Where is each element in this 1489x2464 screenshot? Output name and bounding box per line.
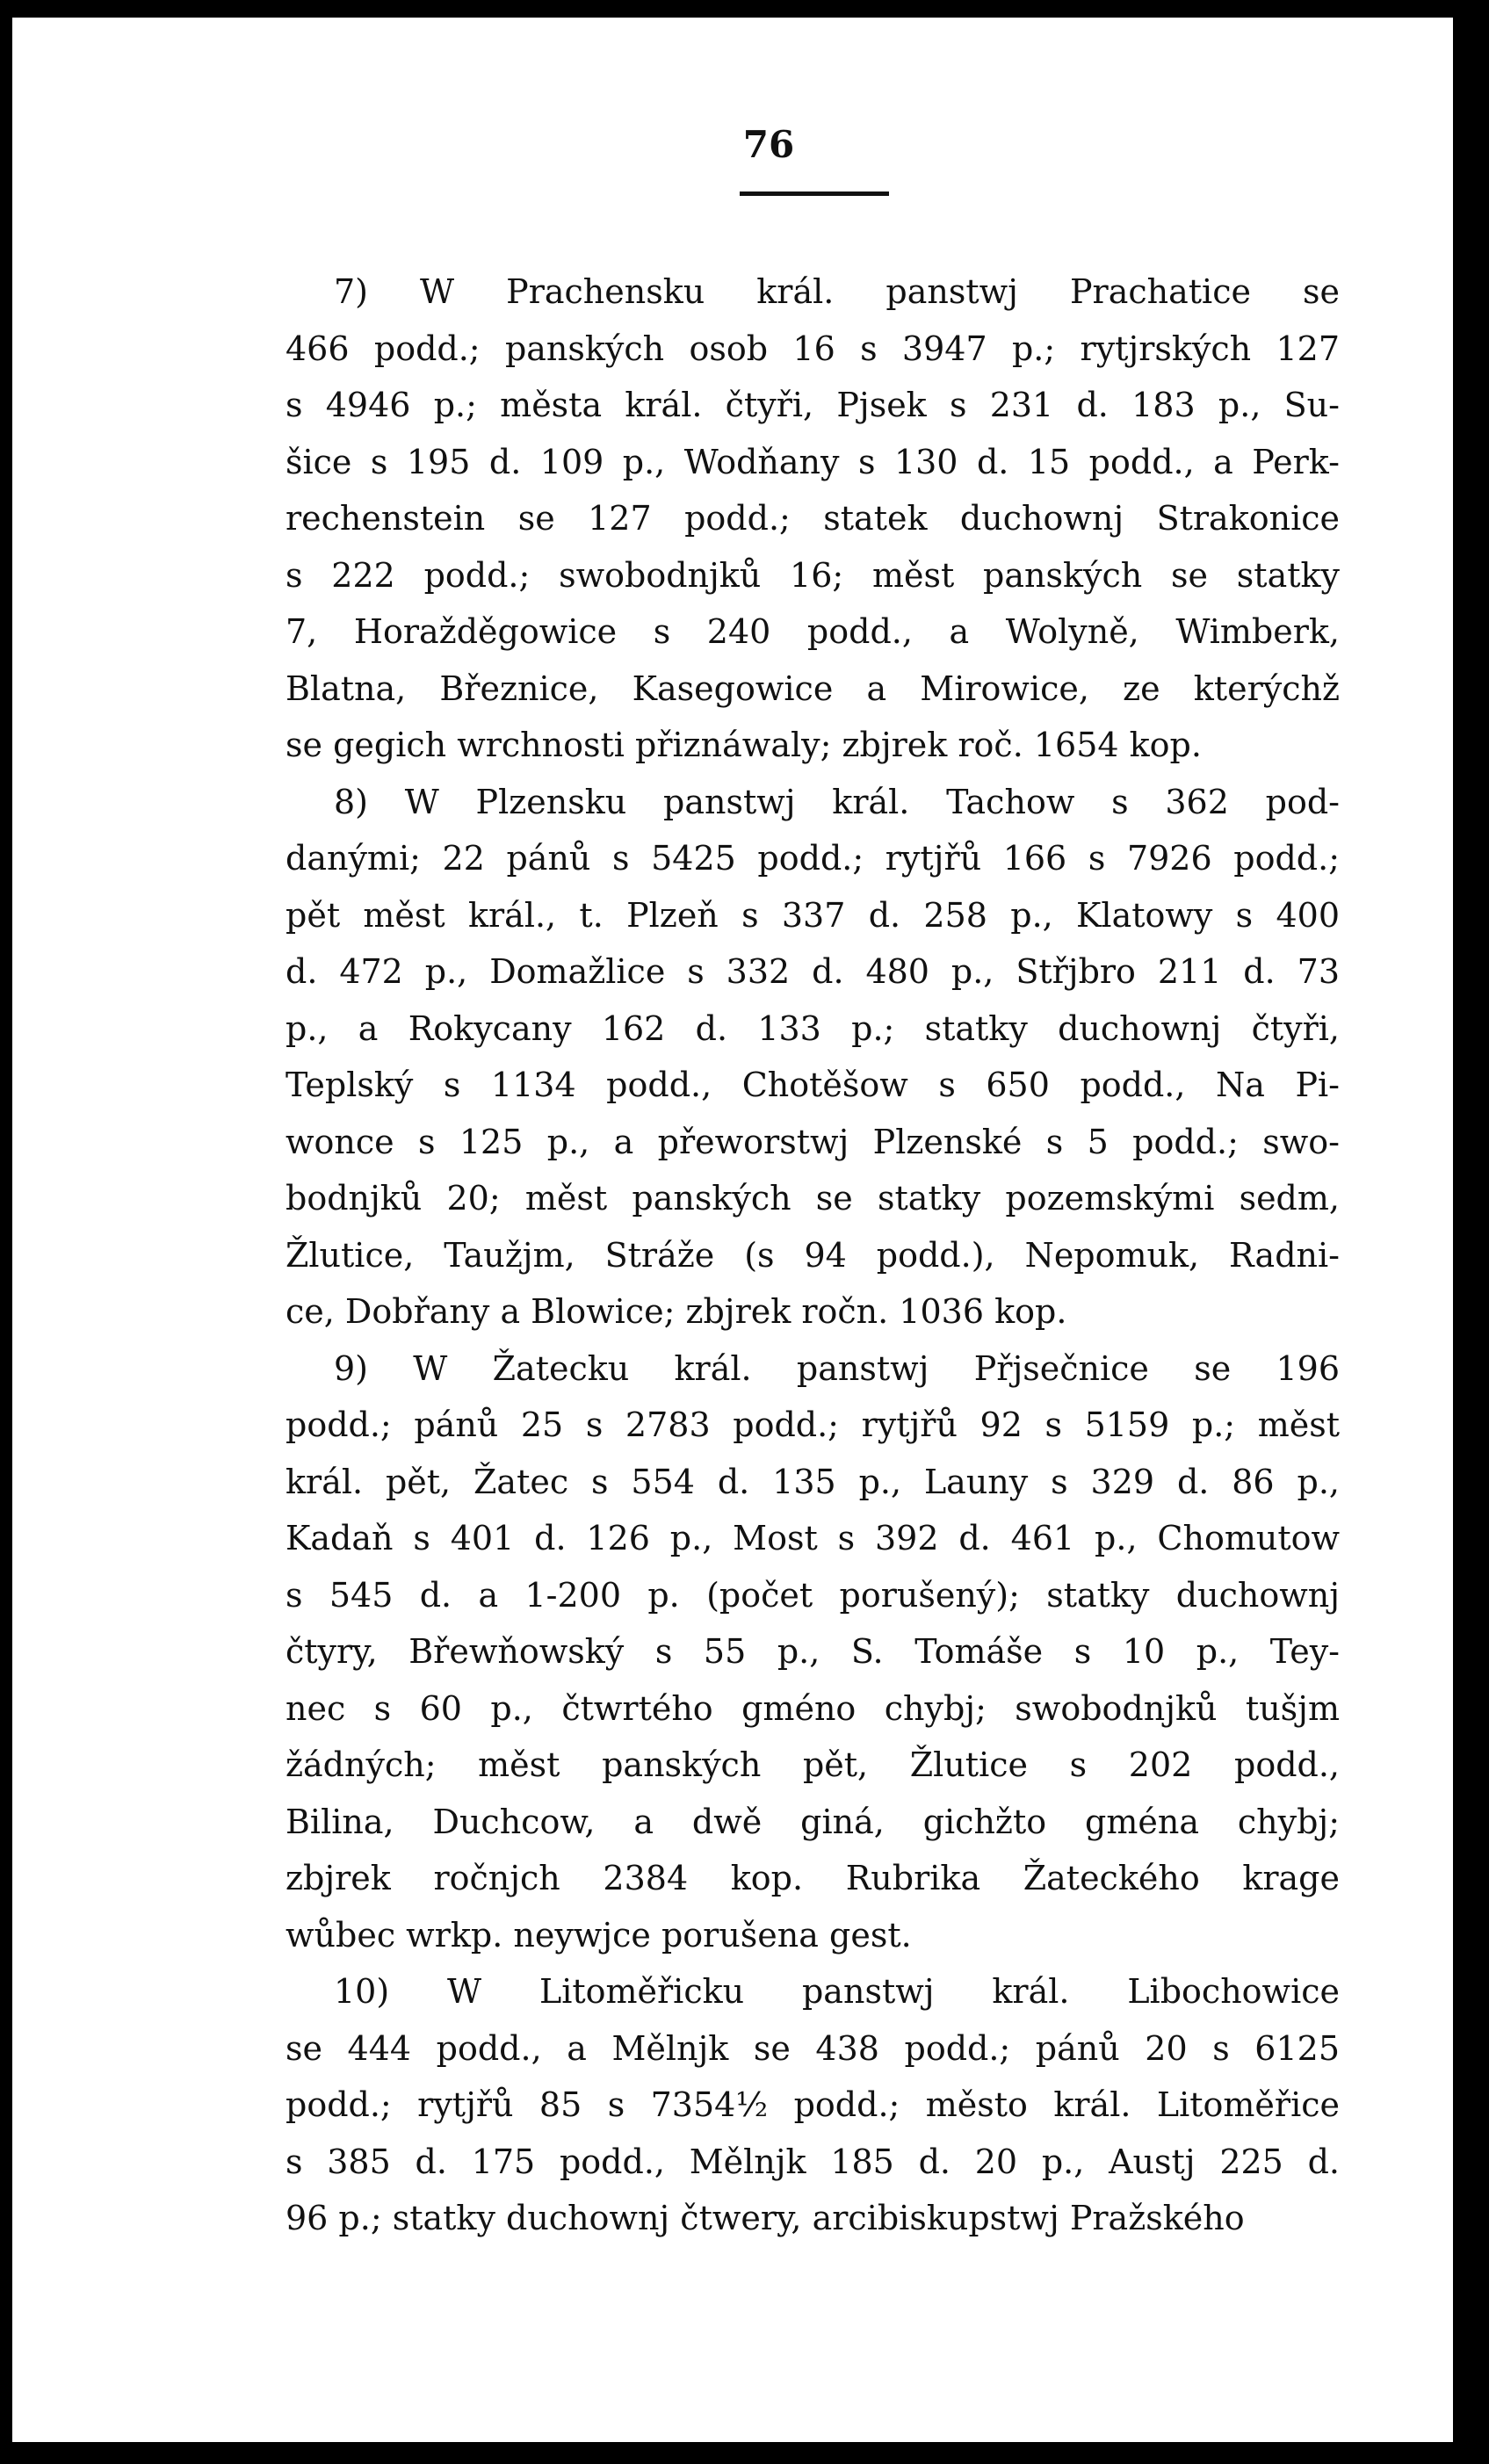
text-line: s 222 podd.; swobodnjků 16; měst panských se statky [286, 555, 1340, 595]
body-text [286, 264, 1340, 2247]
text-line: s 545 d. a 1-200 p. (počet porušený); statky duchownj [286, 1575, 1340, 1615]
text-line: 9) W Žatecku král. panstwj Přjsečnice se 196 [334, 1348, 1340, 1388]
text-line: pět měst král., t. Plzeň s 337 d. 258 p., Klatowy s 400 [286, 895, 1340, 935]
text-line: čtyry, Břewňowský s 55 p., S. Tomáše s 10 p., Tey- [286, 1632, 1340, 1671]
text-line: šice s 195 d. 109 p., Wodňany s 130 d. 15 podd., a Perk- [286, 442, 1340, 481]
text-line: podd.; pánů 25 s 2783 podd.; rytjřů 92 s 5159 p.; měst [286, 1405, 1340, 1444]
text-line: 7) W Prachensku král. panstwj Prachatice se [334, 272, 1340, 311]
text-line: ce, Dobřany a Blowice; zbjrek ročn. 1036 kop. [286, 1292, 1067, 1331]
text-line: rechenstein se 127 podd.; statek duchownj Strakonice [286, 499, 1340, 538]
text-line: Blatna, Březnice, Kasegowice a Mirowice, ze kterýchž [286, 668, 1340, 708]
text-line: podd.; rytjřů 85 s 7354½ podd.; město král. Litoměřice [286, 2085, 1340, 2124]
text-line: 10) W Litoměřicku panstwj král. Libochowice [334, 1972, 1340, 2011]
text-line: bodnjků 20; měst panských se statky pozemskými sedm, [286, 1179, 1340, 1218]
text-line: 96 p.; statky duchownj čtwery, arcibiskupstwj Pražského [286, 2199, 1245, 2237]
page-number: 76 [742, 123, 795, 166]
text-line: s 385 d. 175 podd., Mělnjk 185 d. 20 p., Austj 225 d. [286, 2142, 1340, 2181]
text-line: zbjrek ročnjch 2384 kop. Rubrika Žateckého krage [286, 1859, 1340, 1897]
text-line: Kadaň s 401 d. 126 p., Most s 392 d. 461 p., Chomutow [286, 1519, 1340, 1557]
text-line: danými; 22 pánů s 5425 podd.; rytjřů 166 s 7926 podd.; [286, 839, 1340, 878]
page-number-rule [740, 191, 889, 196]
text-line: wonce s 125 p., a přeworstwj Plzenské s 5 podd.; swo- [286, 1122, 1340, 1161]
text-line: 8) W Plzensku panstwj král. Tachow s 362 pod- [334, 782, 1340, 821]
text-line: Bilina, Duchcow, a dwě giná, gichžto gména chybj; [286, 1802, 1340, 1841]
text-line: nec s 60 p., čtwrtého gméno chybj; swobodnjků tušjm [286, 1688, 1340, 1728]
text-line: se 444 podd., a Mělnjk se 438 podd.; pánů 20 s 6125 [286, 2028, 1340, 2068]
page-edge [1446, 18, 1453, 2442]
text-line: Žlutice, Taužjm, Stráže (s 94 podd.), Nepomuk, Radni- [286, 1235, 1340, 1275]
text-line: král. pět, Žatec s 554 d. 135 p., Launy s 329 d. 86 p., [286, 1462, 1340, 1501]
text-line: d. 472 p., Domažlice s 332 d. 480 p., Střjbro 211 d. 73 [286, 952, 1340, 991]
text-line: 466 podd.; panských osob 16 s 3947 p.; rytjrských 127 [286, 329, 1340, 368]
text-line: s 4946 p.; města král. čtyři, Pjsek s 231 d. 183 p., Su- [286, 386, 1340, 424]
text-line: 7, Horažděgowice s 240 podd., a Wolyně, Wimberk, [286, 612, 1340, 651]
text-line: wůbec wrkp. neywjce porušena gest. [286, 1915, 912, 1955]
text-line: Teplský s 1134 podd., Chotěšow s 650 podd., Na Pi- [286, 1066, 1340, 1104]
text-line: žádných; měst panských pět, Žlutice s 202 podd., [286, 1745, 1340, 1784]
text-line: p., a Rokycany 162 d. 133 p.; statky duchownj čtyři, [286, 1008, 1340, 1048]
text-line: se gegich wrchnosti přiznáwaly; zbjrek roč. 1654 kop. [286, 726, 1202, 764]
